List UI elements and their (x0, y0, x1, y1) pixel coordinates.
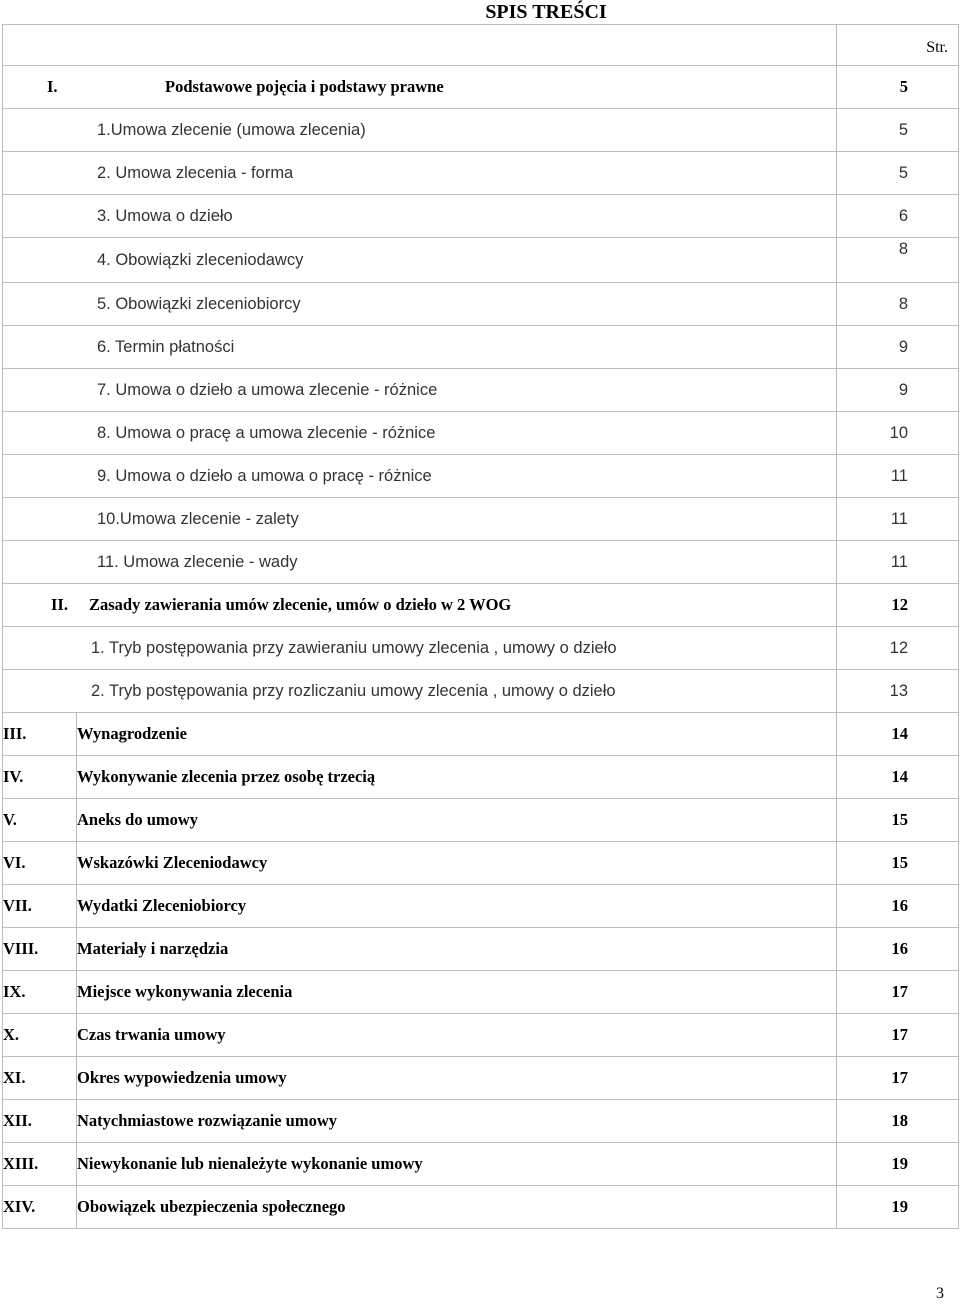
toc-row-section-8 (3, 928, 959, 971)
toc-row (3, 326, 959, 369)
toc-row (3, 627, 959, 670)
page-number-cell: 5 (837, 109, 959, 152)
toc-row-section-7 (3, 885, 959, 928)
toc-row-section-1 (3, 66, 959, 109)
toc-row-section-4 (3, 756, 959, 799)
section-number: IV. (3, 756, 77, 799)
section-number: VI. (3, 842, 77, 885)
toc-row-section-6 (3, 842, 959, 885)
page-number-cell: 9 (837, 369, 959, 412)
section-number: I. (47, 77, 58, 96)
section-title: Obowiązek ubezpieczenia społecznego (77, 1186, 837, 1229)
section-number: VII. (3, 885, 77, 928)
subsection-title: 11. Umowa zlecenie - wady (97, 552, 298, 571)
section-number: II. (51, 595, 68, 614)
section-title: Aneks do umowy (77, 799, 837, 842)
page-column-header: Str. (926, 39, 948, 56)
section-title: Wynagrodzenie (77, 713, 837, 756)
toc-row (3, 195, 959, 238)
toc-row-section-9 (3, 971, 959, 1014)
toc-row (3, 412, 959, 455)
toc-header-row (3, 25, 959, 66)
table-of-contents (2, 24, 959, 1229)
section-title: Okres wypowiedzenia umowy (77, 1057, 837, 1100)
section-number: V. (3, 799, 77, 842)
toc-row-section-10 (3, 1014, 959, 1057)
section-title: Podstawowe pojęcia i podstawy prawne (165, 77, 444, 96)
section-number: XIV. (3, 1186, 77, 1229)
page-number: 3 (936, 1285, 944, 1302)
section-title: Niewykonanie lub nienależyte wykonanie umowy (77, 1143, 837, 1186)
toc-row-section-5 (3, 799, 959, 842)
toc-row (3, 283, 959, 326)
section-title: Zasady zawierania umów zlecenie, umów o dzieło w 2 WOG (89, 595, 512, 614)
page-number-cell: 13 (837, 670, 959, 713)
page-number-cell: 11 (837, 455, 959, 498)
section-number: VIII. (3, 928, 77, 971)
subsection-title: 4. Obowiązki zleceniodawcy (97, 250, 304, 269)
subsection-title: 2. Umowa zlecenia - forma (97, 163, 294, 182)
toc-row-section-3 (3, 713, 959, 756)
section-number: IX. (3, 971, 77, 1014)
section-title: Wykonywanie zlecenia przez osobę trzecią (77, 756, 837, 799)
page-number-cell: 11 (837, 541, 959, 584)
page-number-cell: 12 (837, 584, 959, 627)
page-number-cell: 19 (837, 1143, 959, 1186)
document-title: SPIS TREŚCI (485, 1, 607, 23)
page-number-cell: 5 (837, 66, 959, 109)
toc-row (3, 369, 959, 412)
subsection-title: 3. Umowa o dzieło (97, 206, 233, 225)
page-number-cell: 5 (837, 152, 959, 195)
page-number-cell: 16 (837, 928, 959, 971)
page-number-cell: 17 (837, 1057, 959, 1100)
section-number: XIII. (3, 1143, 77, 1186)
toc-row (3, 541, 959, 584)
toc-row (3, 455, 959, 498)
section-number: XI. (3, 1057, 77, 1100)
subsection-title: 5. Obowiązki zleceniobiorcy (97, 294, 301, 313)
page-number-cell: 15 (837, 842, 959, 885)
subsection-title: 7. Umowa o dzieło a umowa zlecenie - różnice (97, 380, 438, 399)
section-number: III. (3, 713, 77, 756)
page-number-cell: 17 (837, 1014, 959, 1057)
section-title: Materiały i narzędzia (77, 928, 837, 971)
page-number-cell: 16 (837, 885, 959, 928)
toc-row (3, 152, 959, 195)
subsection-title: 2. Tryb postępowania przy rozliczaniu umowy zlecenia , umowy o dzieło (91, 681, 616, 700)
section-number: X. (3, 1014, 77, 1057)
subsection-title: 9. Umowa o dzieło a umowa o pracę - różnice (97, 466, 432, 485)
page-number-cell: 14 (837, 756, 959, 799)
page-number-cell: 18 (837, 1100, 959, 1143)
page-number-cell: 8 (837, 283, 959, 326)
subsection-title: 8. Umowa o pracę a umowa zlecenie - różnice (97, 423, 436, 442)
section-number: XII. (3, 1100, 77, 1143)
toc-row-section-2 (3, 584, 959, 627)
page-number-cell: 14 (837, 713, 959, 756)
toc-row (3, 238, 959, 283)
toc-row (3, 670, 959, 713)
subsection-title: 10.Umowa zlecenie - zalety (97, 509, 299, 528)
toc-row-section-13 (3, 1143, 959, 1186)
section-title: Wskazówki Zleceniodawcy (77, 842, 837, 885)
page-number-cell: 9 (837, 326, 959, 369)
page-number-cell: 8 (837, 238, 959, 283)
page-number-cell: 17 (837, 971, 959, 1014)
toc-row-section-11 (3, 1057, 959, 1100)
page-number-cell: 19 (837, 1186, 959, 1229)
page-number-cell: 11 (837, 498, 959, 541)
toc-row-section-12 (3, 1100, 959, 1143)
section-title: Miejsce wykonywania zlecenia (77, 971, 837, 1014)
section-title: Czas trwania umowy (77, 1014, 837, 1057)
page-number-cell: 15 (837, 799, 959, 842)
section-title: Wydatki Zleceniobiorcy (77, 885, 837, 928)
subsection-title: 1. Tryb postępowania przy zawieraniu umowy zlecenia , umowy o dzieło (91, 638, 617, 657)
page-number-cell: 6 (837, 195, 959, 238)
page-number-cell: 12 (837, 627, 959, 670)
toc-row (3, 109, 959, 152)
subsection-title: 6. Termin płatności (97, 337, 235, 356)
subsection-title: 1.Umowa zlecenie (umowa zlecenia) (97, 120, 366, 139)
section-title: Natychmiastowe rozwiązanie umowy (77, 1100, 837, 1143)
toc-row-section-14 (3, 1186, 959, 1229)
toc-row (3, 498, 959, 541)
page-number-cell: 10 (837, 412, 959, 455)
